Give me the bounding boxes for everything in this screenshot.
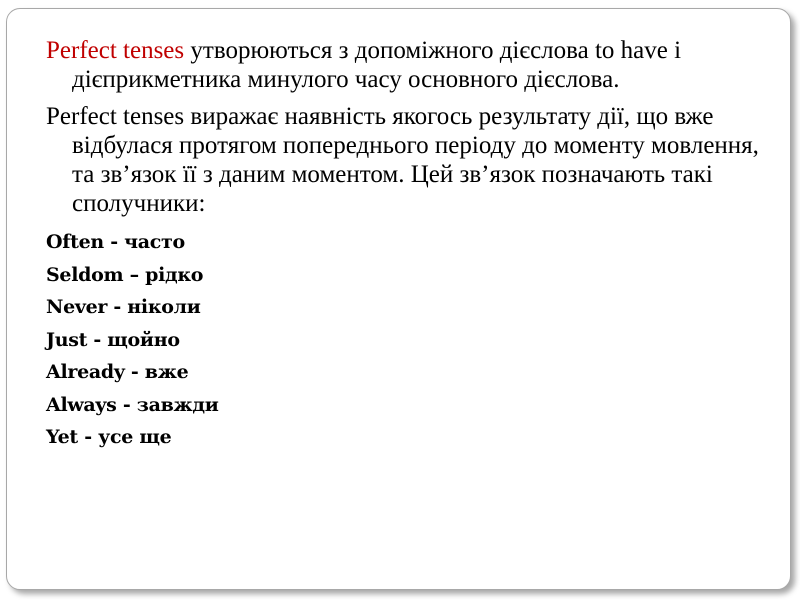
paragraph-formation-text: утворюються з допоміжного дієслова to have і дієприкметника минулого часу основного дієслова. (72, 37, 682, 93)
highlight-perfect-tenses: Perfect tenses (46, 37, 185, 64)
adverb-item-always: Always - завжди (46, 393, 219, 416)
adverb-item-already: Already - вже (46, 361, 189, 383)
adverb-item-seldom: Seldom – рідко (46, 263, 204, 286)
adverb-item-just: Just - щойно (46, 328, 180, 351)
paragraph-meaning: Perfect tenses виражає наявність якогось результату дії, що вже відбулася протягом попереднього періоду до моменту мовлення, та зв’язок її з даним моментом. Цей зв’язок позначають такі сполучники: (46, 103, 759, 217)
adverb-list (46, 226, 766, 454)
slide-content (46, 36, 766, 454)
adverb-item-never: Never - ніколи (46, 296, 201, 318)
adverb-item-yet: Yet - усе ще (46, 426, 172, 448)
adverb-item-often: Often - часто (46, 231, 185, 253)
paragraph-formation (46, 36, 766, 94)
